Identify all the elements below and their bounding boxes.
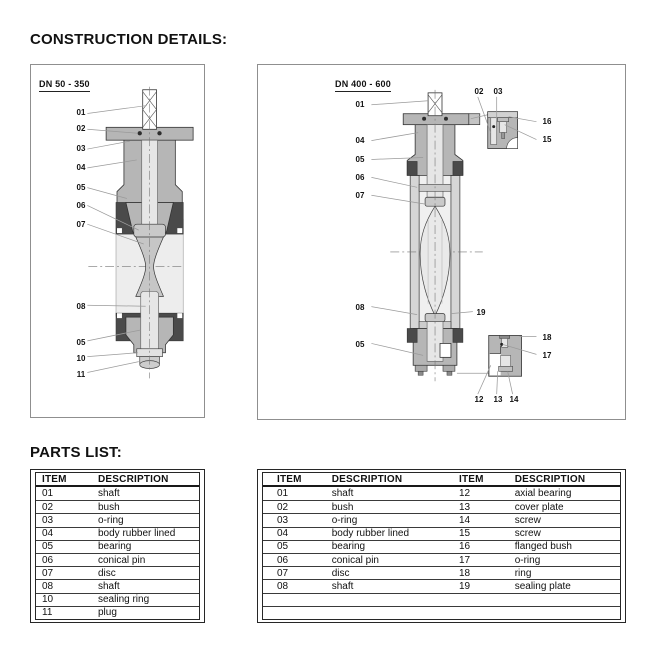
table-cell: 03 [277,514,289,526]
table-cell: cover plate [514,501,564,513]
table-inner [262,472,621,620]
table-cell: bush [331,501,354,513]
callout-03: 03 [493,87,503,96]
table-cell: 01 [277,488,289,500]
table-row [36,579,199,592]
table-cell: plug [98,607,117,619]
table-row [36,487,199,500]
bottom-detail-view [457,335,522,376]
callout-14: 14 [509,395,519,404]
column-header: DESCRIPTION [98,473,169,485]
table-cell: 05 [42,541,54,553]
callout-04: 04 [76,163,86,172]
table-row [263,527,620,540]
table-cell: 01 [42,488,54,500]
table-cell: 17 [458,554,471,566]
callout-06: 06 [76,201,86,210]
callout-01: 01 [355,100,365,109]
column-header: DESCRIPTION [331,473,403,485]
o-ring-right [444,117,448,121]
column-header: ITEM [458,473,484,485]
table-row [36,606,199,619]
column-header: ITEM [277,473,302,485]
callout-08: 08 [76,302,86,311]
table-row [36,513,199,526]
callout-05b: 05 [355,340,365,349]
table-cell: 19 [458,580,471,592]
table-cell: 03 [42,514,54,526]
callout-07: 07 [355,191,365,200]
table-cell: 16 [458,541,471,553]
table-row [36,553,199,566]
table-row [263,606,620,619]
table-inner [35,472,200,620]
callout-04: 04 [355,136,365,145]
table-cell: shaft [98,580,120,592]
table-cell: conical pin [331,554,379,566]
table-cell: o-ring [98,514,124,526]
bush [491,118,497,145]
callout-06: 06 [355,173,365,182]
table-cell: 06 [42,554,54,566]
callout-03: 03 [76,144,86,153]
column-header: DESCRIPTION [514,473,586,485]
table-row [36,540,199,553]
table-cell: 07 [277,567,289,579]
table-cell: 04 [277,528,289,540]
table-cell: 02 [277,501,289,513]
table-row [263,566,620,579]
table-cell: 04 [42,528,54,540]
table-cell: bearing [331,541,366,553]
table-cell: 06 [277,554,289,566]
table-cell: flanged bush [514,541,572,553]
ring-18 [500,335,510,338]
o-ring-03 [492,125,495,128]
table-cell: body rubber lined [98,528,176,540]
callout-02: 02 [474,87,484,96]
callout-15: 15 [542,135,552,144]
table-cell: 15 [458,528,471,540]
table-cell: 14 [458,514,471,526]
callout-08: 08 [355,303,365,312]
diagram-dn400-600 [257,64,626,420]
table-cell: 13 [458,501,471,513]
o-ring-right [157,131,161,135]
table-cell: screw [514,514,541,526]
callout-16: 16 [542,117,552,126]
dn-range-label: DN 400 - 600 [335,79,391,92]
callout-17: 17 [542,351,552,360]
callout-19: 19 [476,308,486,317]
table-cell: 08 [277,580,289,592]
table-header-row [36,473,199,487]
callout-18: 18 [542,333,552,342]
parts-list-title: PARTS LIST: [30,444,122,461]
construction-details-title: CONSTRUCTION DETAILS: [30,31,228,48]
table-cell: disc [98,567,116,579]
callout-10: 10 [76,354,86,363]
column-header: ITEM [42,473,67,485]
valve-cross-section-dn400-600 [258,65,625,419]
table-row [263,553,620,566]
table-cell: conical pin [98,554,146,566]
table-header-row [263,473,620,487]
o-ring-left [138,131,142,135]
callout-12: 12 [474,395,484,404]
dn-range-label: DN 50 - 350 [39,79,90,92]
callout-05: 05 [76,183,86,192]
table-cell: 12 [458,488,471,500]
callout-05: 05 [355,155,365,164]
table-row [263,500,620,513]
table-row [36,593,199,606]
table-cell: 08 [42,580,54,592]
table-row [263,487,620,500]
diagram-dn50-350 [30,64,205,418]
table-row [263,579,620,592]
callout-13: 13 [493,395,503,404]
callout-05b: 05 [76,338,86,347]
table-cell: shaft [331,488,354,500]
parts-table-dn400-600 [257,469,626,623]
axial-bearing [501,355,511,367]
table-cell: body rubber lined [331,528,410,540]
table-cell: 11 [42,607,53,619]
table-row [263,513,620,526]
table-cell: 18 [458,567,471,579]
table-cell: axial bearing [514,488,572,500]
o-ring-left [422,117,426,121]
screw-15 [502,133,505,139]
valve-cross-section-dn50-350 [31,65,204,417]
table-row [36,500,199,513]
table-cell: screw [514,528,541,540]
table-cell: 02 [42,501,54,513]
callout-07: 07 [76,220,86,229]
cover-plate [499,366,513,371]
parts-table-dn50-350 [30,469,205,623]
table-cell: 10 [42,594,54,606]
table-cell: disc [331,567,350,579]
table-cell: ring [514,567,532,579]
table-cell: bush [98,501,120,513]
table-cell: 05 [277,541,289,553]
table-row [263,540,620,553]
table-cell: o-ring [514,554,541,566]
table-cell: sealing ring [98,594,150,606]
table-cell: o-ring [331,514,358,526]
table-row [36,566,199,579]
table-cell: bearing [98,541,132,553]
table-cell: 07 [42,567,54,579]
table-cell: shaft [331,580,354,592]
table-row [36,527,199,540]
callout-02: 02 [76,124,86,133]
table-cell: sealing plate [514,580,571,592]
callout-11: 11 [76,370,86,379]
table-row [263,593,620,606]
callout-01: 01 [76,108,86,117]
table-cell: shaft [98,488,120,500]
